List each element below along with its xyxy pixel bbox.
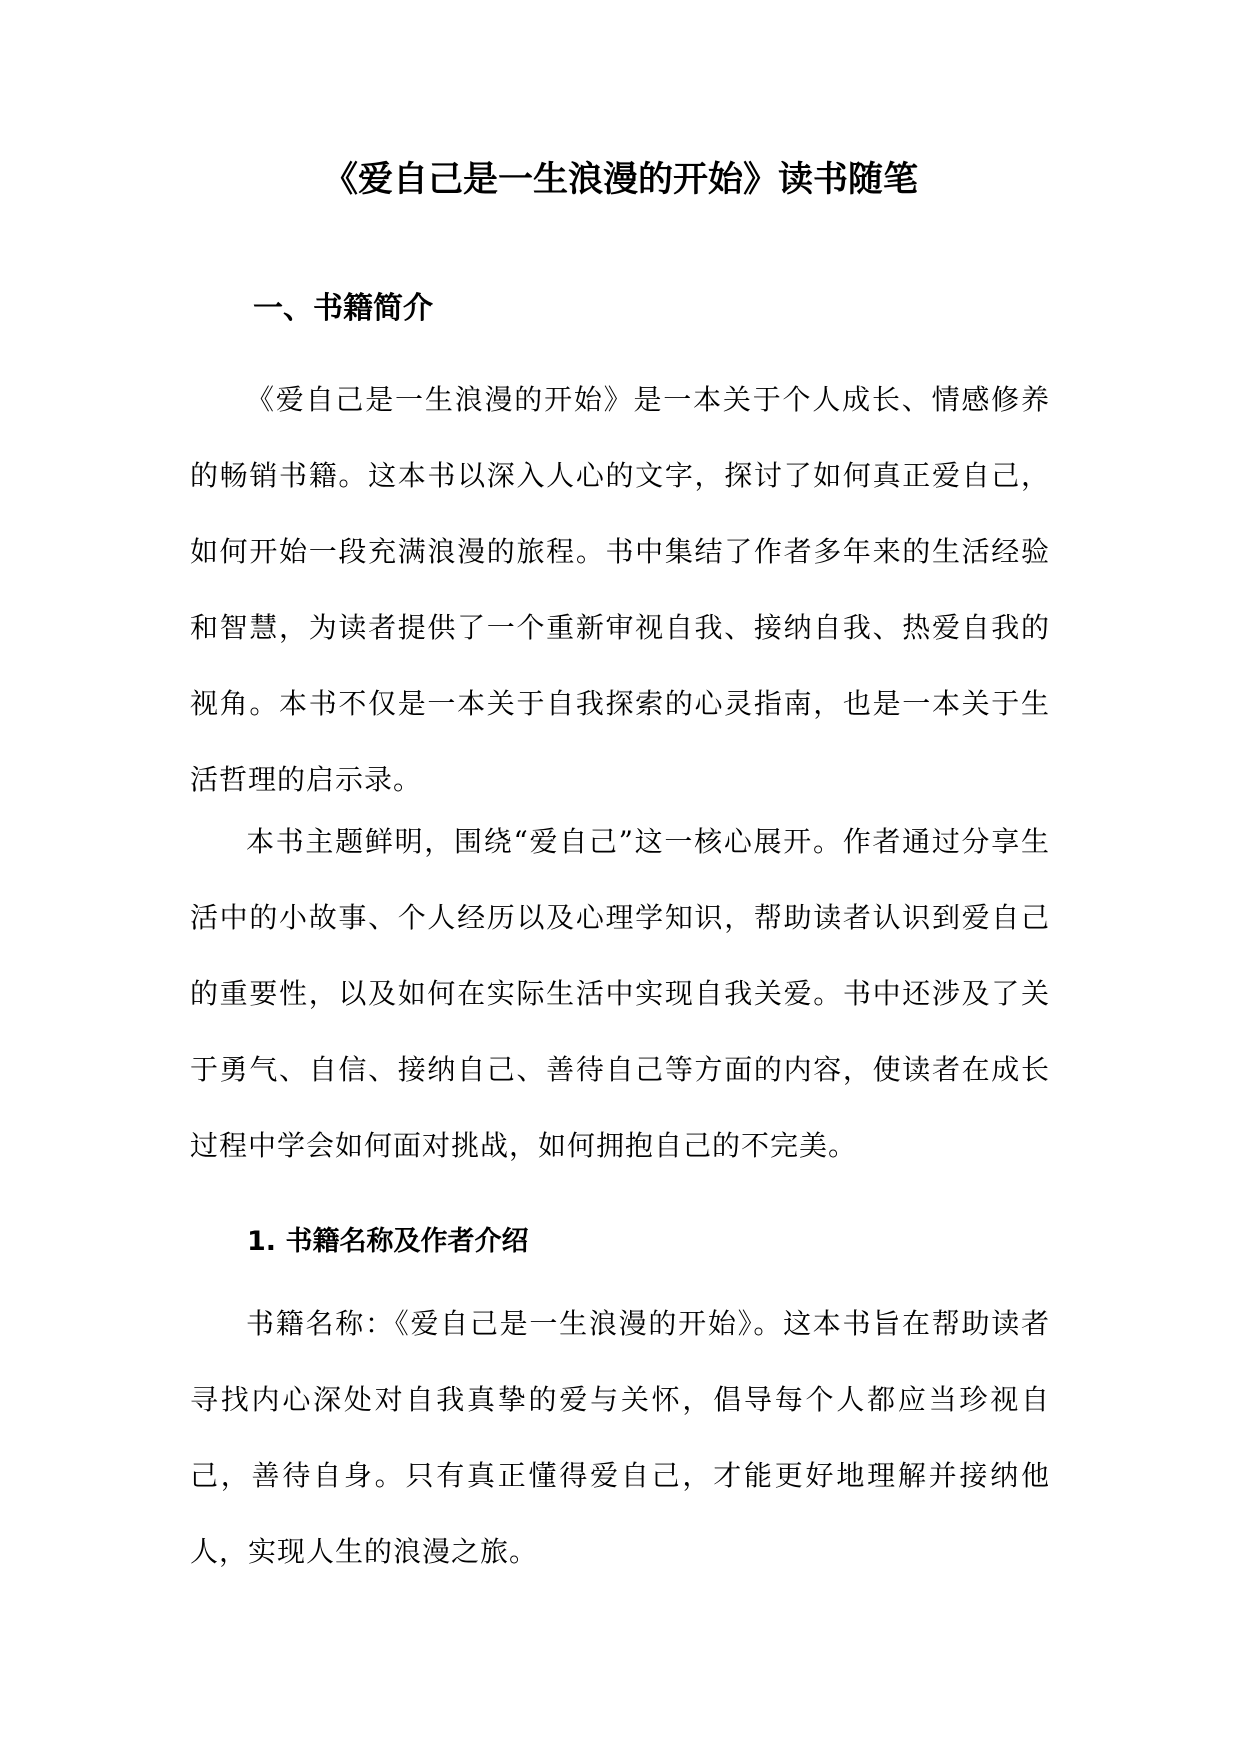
section-heading: 一、书籍简介 xyxy=(253,291,433,326)
body-paragraph-1: 《爱自己是一生浪漫的开始》是一本关于个人成长、情感修养的畅销书籍。这本书以深入人心的文字，探讨了如何真正爱自己，如何开始一段充满浪漫的旅程。书中集结了作者多年来的生活经验和智慧，为读者提供了一个重新审视自我、接纳自我、热爱自我的视角。本书不仅是一本关于自我探索的心灵指南，也是一本关于生活哲理的启示录。 xyxy=(190,383,1050,796)
subsection-heading: 1. 书籍名称及作者介绍 xyxy=(247,1226,529,1257)
body-paragraph-2: 本书主题鲜明，围绕“爱自己”这一核心展开。作者通过分享生活中的小故事、个人经历以及心理学知识，帮助读者认识到爱自己的重要性，以及如何在实际生活中实现自我关爱。书中还涉及了关于勇气、自信、接纳自己、善待自己等方面的内容，使读者在成长过程中学会如何面对挑战，如何拥抱自己的不完美。 xyxy=(190,825,1050,1162)
document-title: 《爱自己是一生浪漫的开始》读书随笔 xyxy=(322,160,918,200)
body-paragraph-3: 书籍名称：《爱自己是一生浪漫的开始》。这本书旨在帮助读者寻找内心深处对自我真挚的爱与关怀，倡导每个人都应当珍视自己，善待自身。只有真正懂得爱自己，才能更好地理解并接纳他人，实现人生的浪漫之旅。 xyxy=(190,1307,1050,1568)
